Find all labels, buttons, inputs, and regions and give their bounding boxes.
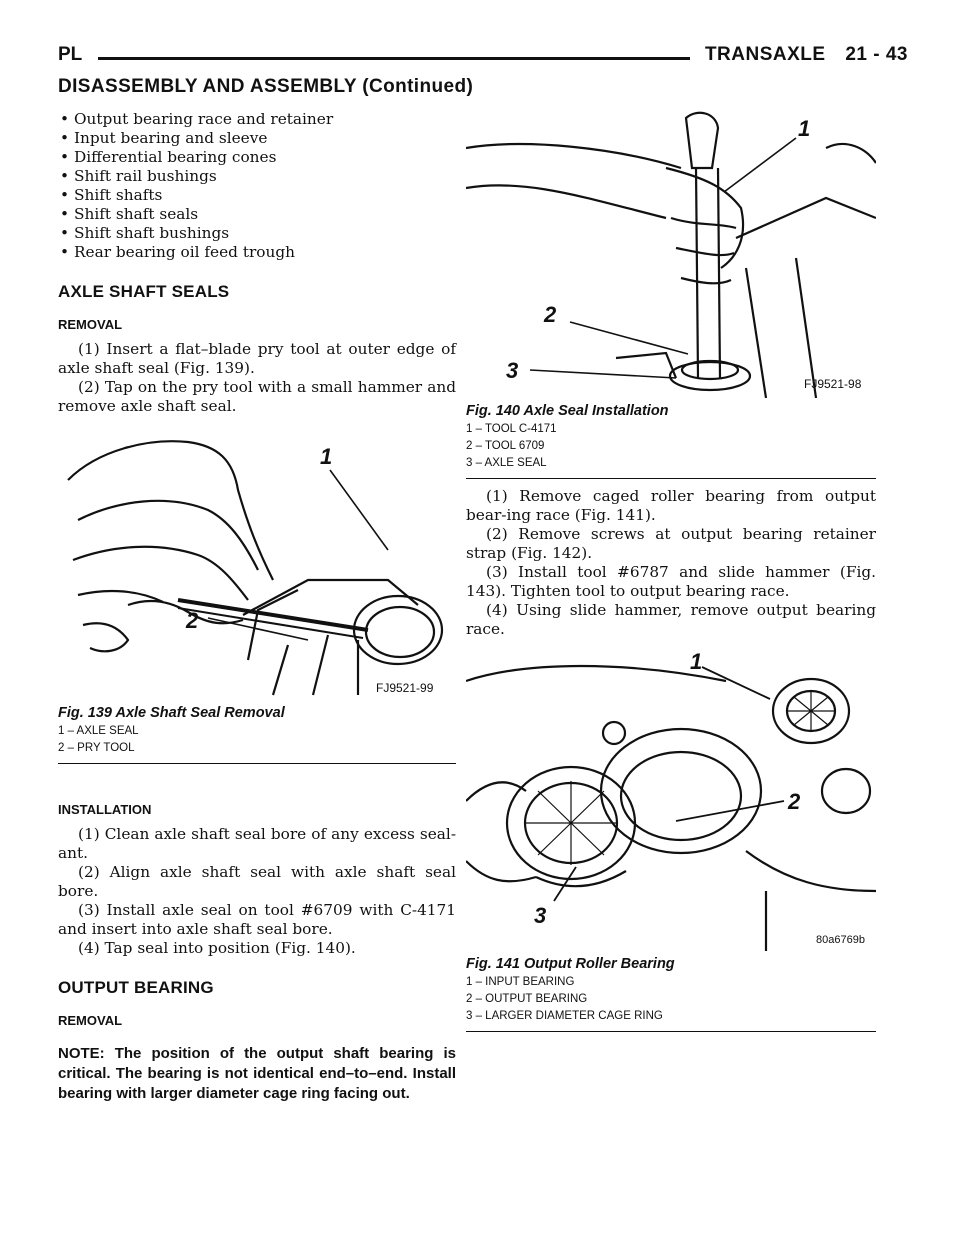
output-step: (2) Remove screws at output bearing retainer strap (Fig. 142). xyxy=(466,525,876,562)
bullet-list xyxy=(58,110,456,262)
continued-title: DISASSEMBLY AND ASSEMBLY (Continued) xyxy=(58,76,474,97)
list-item: • Shift rail bushings xyxy=(58,167,456,186)
figure-139 xyxy=(58,430,456,764)
installation-heading: INSTALLATION xyxy=(58,802,152,817)
legend-item: 3 – LARGER DIAMETER CAGE RING xyxy=(466,1010,663,1022)
output-section-title: OUTPUT BEARING xyxy=(58,978,214,997)
fig141-callout-2: 2 xyxy=(788,789,801,814)
chapter-title: TRANSAXLE xyxy=(704,44,826,65)
fig141-caption: Fig. 141 Output Roller Bearing xyxy=(466,956,675,972)
legend-item: 2 – OUTPUT BEARING xyxy=(466,993,588,1005)
fig139-caption: Fig. 139 Axle Shaft Seal Removal xyxy=(58,705,285,721)
page-number: 21 - 43 xyxy=(845,44,908,65)
fig139-code: FJ9521-99 xyxy=(376,681,434,695)
output-step: (3) Install tool #6787 and slide hammer (Fig. 143). Tighten tool to output bearing race. xyxy=(466,563,876,600)
list-item: • Input bearing and sleeve xyxy=(58,129,456,148)
legend-item: 1 – INPUT BEARING xyxy=(466,976,575,988)
axle-section-title: AXLE SHAFT SEALS xyxy=(58,282,230,301)
left-column xyxy=(58,110,456,1104)
fig139-callout-1: 1 xyxy=(320,444,333,469)
fig141-illustration xyxy=(466,651,876,951)
fig139-illustration xyxy=(58,430,456,700)
figure-140 xyxy=(466,108,876,479)
right-column xyxy=(466,108,876,1032)
header-right xyxy=(691,44,908,66)
fig141-legend xyxy=(466,974,876,1032)
legend-item: 1 – TOOL C-4171 xyxy=(466,423,557,435)
fig139-legend xyxy=(58,723,456,764)
list-item: • Rear bearing oil feed trough xyxy=(58,243,456,262)
removal-step: (1) Insert a flat–blade pry tool at outer edge of axle shaft seal (Fig. 139). xyxy=(58,340,456,377)
fig140-callout-1: 1 xyxy=(798,116,811,141)
legend-item: 1 – AXLE SEAL xyxy=(58,725,139,737)
fig140-callout-2: 2 xyxy=(544,302,557,327)
figure-141 xyxy=(466,651,876,1032)
list-item: • Differential bearing cones xyxy=(58,148,456,167)
list-item: • Output bearing race and retainer xyxy=(58,110,456,129)
installation-step: (3) Install axle seal on tool #6709 with C-4171 and insert into axle shaft seal bore. xyxy=(58,901,456,938)
output-removal-heading: REMOVAL xyxy=(58,1013,123,1028)
fig141-callout-1: 1 xyxy=(690,651,703,674)
fig140-legend xyxy=(466,421,876,479)
list-item: • Shift shafts xyxy=(58,186,456,205)
page-header xyxy=(58,44,908,70)
installation-step: (1) Clean axle shaft seal bore of any excess seal-ant. xyxy=(58,825,456,862)
output-step: (1) Remove caged roller bearing from output bear-ing race (Fig. 141). xyxy=(466,487,876,524)
installation-step: (2) Align axle shaft seal with axle shaft seal bore. xyxy=(58,863,456,900)
removal-step: (2) Tap on the pry tool with a small hammer and remove axle shaft seal. xyxy=(58,378,456,415)
list-item: • Shift shaft seals xyxy=(58,205,456,224)
legend-item: 2 – PRY TOOL xyxy=(58,742,135,754)
bearing-note: NOTE: The position of the output shaft bearing is critical. The bearing is not identical end–to–end. Install bearing with larger diameter cage ring facing out. xyxy=(58,1045,456,1102)
fig141-code: 80a6769b xyxy=(816,934,865,946)
fig140-illustration xyxy=(466,108,876,398)
axle-removal-heading: REMOVAL xyxy=(58,317,123,332)
header-rule xyxy=(98,57,690,60)
fig140-code: FJ9521-98 xyxy=(804,377,862,391)
legend-item: 3 – AXLE SEAL xyxy=(466,457,547,469)
legend-item: 2 – TOOL 6709 xyxy=(466,440,545,452)
fig141-callout-3: 3 xyxy=(534,903,547,928)
installation-step: (4) Tap seal into position (Fig. 140). xyxy=(78,939,356,957)
fig140-caption: Fig. 140 Axle Seal Installation xyxy=(466,403,669,419)
list-item: • Shift shaft bushings xyxy=(58,224,456,243)
output-step: (4) Using slide hammer, remove output bearing race. xyxy=(466,601,876,638)
section-code: PL xyxy=(58,44,83,65)
fig140-callout-3: 3 xyxy=(506,358,519,383)
fig139-callout-2: 2 xyxy=(186,608,199,633)
